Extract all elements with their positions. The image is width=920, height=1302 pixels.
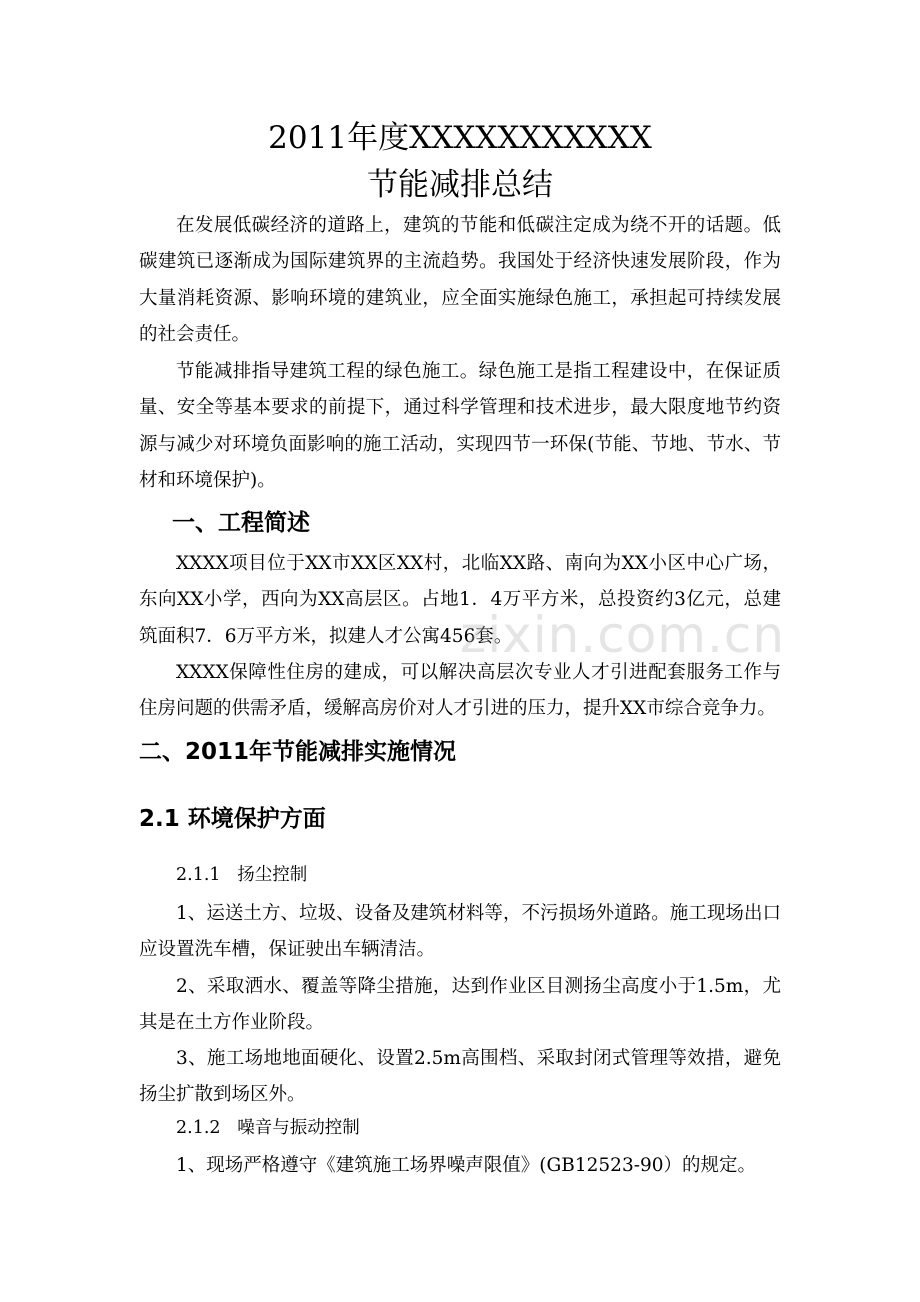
document-title-line2: 节能减排总结 [367, 167, 553, 203]
section2-1-heading: 2.1 环境保护方面 [139, 806, 326, 832]
section2-heading: 二、2011年节能减排实施情况 [139, 739, 457, 765]
item-2-1-1-paragraph-2: 2、采取洒水、覆盖等降尘措施，达到作业区目测扬尘高度小于1.5m，尤其是在土方作业阶段。 [139, 976, 781, 1034]
item-2-1-1-paragraph-3: 3、施工场地地面硬化、设置2.5m高围档、采取封闭式管理等效措，避免扬尘扩散到场区外。 [139, 1048, 781, 1106]
item-2-1-2-paragraph-1: 1、现场严格遵守《建筑施工场界噪声限值》(GB12523-90）的规定。 [176, 1155, 757, 1176]
section1-paragraph-2: XXXX保障性住房的建成，可以解决高层次专业人才引进配套服务工作与住房问题的供需矛盾，缓解高房价对人才引进的压力，提升XX市综合竞争力。 [139, 662, 781, 720]
section1-paragraph-1: XXXX项目位于XX市XX区XX村，北临XX路、南向为XX小区中心广场，东向XX小学，西向为XX高层区。占地1．4万平方米，总投资约3亿元，总建筑面积7．6万平方米，拟建人才公寓456套。 [139, 553, 781, 647]
document-title-line1: 2011年度XXXXXXXXXXX [268, 120, 652, 156]
intro-paragraph-2: 节能减排指导建筑工程的绿色施工。绿色施工是指工程建设中，在保证质量、安全等基本要求的前提下，通过科学管理和技术进步，最大限度地节约资源与减少对环境负面影响的施工活动，实现四节一环保(节能、节地、节水、节材和环境保护)。 [139, 361, 781, 491]
item-2-1-2-title: 2.1.2 噪音与振动控制 [176, 1118, 360, 1138]
item-2-1-1-title: 2.1.1 扬尘控制 [176, 865, 308, 885]
item-2-1-1-paragraph-1: 1、运送土方、垃圾、设备及建筑材料等，不污损场外道路。施工现场出口应设置洗车槽，保证驶出车辆清洁。 [139, 903, 781, 961]
section1-heading: 一、工程简述 [172, 510, 310, 536]
intro-paragraph-1: 在发展低碳经济的道路上，建筑的节能和低碳注定成为绕不开的话题。低碳建筑已逐渐成为国际建筑界的主流趋势。我国处于经济快速发展阶段，作为大量消耗资源、影响环境的建筑业，应全面实施绿色施工，承担起可持续发展的社会责任。 [139, 215, 781, 345]
watermark: zixin.com.cn [460, 606, 786, 664]
